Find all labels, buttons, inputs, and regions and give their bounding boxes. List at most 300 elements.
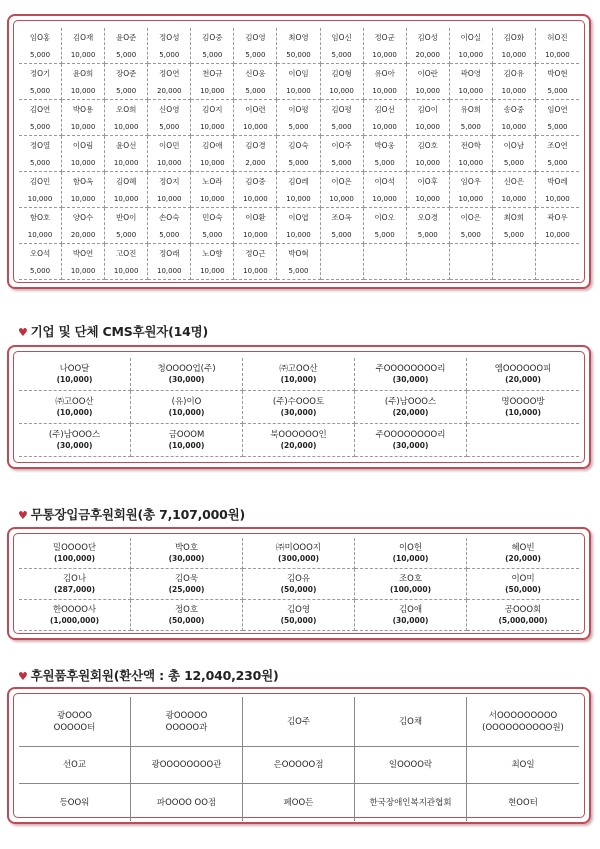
donor-cell — [62, 64, 105, 100]
donor-cell — [467, 569, 579, 600]
donor-cell — [450, 208, 493, 244]
donor-cell — [321, 208, 364, 244]
donor-name: 신O은 — [503, 177, 525, 186]
donor-cell — [364, 244, 407, 280]
donor-cell — [536, 208, 579, 244]
donor-name: 김O애 — [202, 141, 223, 150]
donor-amount: 5,000 — [245, 51, 266, 59]
donor-amount: 5,000 — [288, 123, 309, 131]
donor-cell — [493, 172, 536, 208]
donor-name: 김O지 — [202, 105, 223, 114]
donor-cell — [105, 64, 148, 100]
donor-cell — [355, 569, 467, 600]
donor-name: 이O란 — [417, 69, 438, 78]
donor-name: 이O환 — [245, 213, 266, 222]
donor-name: 김O나 — [62, 573, 87, 584]
goods-donor-cell — [243, 784, 355, 821]
donor-cell — [450, 244, 493, 280]
donor-name: 김O형 — [331, 69, 352, 78]
donor-amount: 10,000 — [200, 87, 225, 95]
donor-name: 곽O우 — [547, 213, 568, 222]
donor-name: 곽O영 — [460, 69, 481, 78]
donor-name: 오O경 — [417, 213, 438, 222]
donor-cell — [407, 208, 450, 244]
donor-cell — [536, 244, 579, 280]
donor-cell — [19, 172, 62, 208]
donor-amount: 5,000 — [547, 159, 568, 167]
donor-cell — [234, 64, 277, 100]
goods-donor-line1: 등OO워 — [59, 797, 90, 808]
goods-donor-cell — [467, 697, 579, 747]
donor-amount: 5,000 — [30, 267, 51, 275]
donor-name: 김O애 — [398, 604, 423, 615]
donor-name: 김O성 — [417, 33, 438, 42]
goods-donor-line1: 최O일 — [511, 760, 535, 770]
donor-cell — [493, 64, 536, 100]
goods-donor-cell — [19, 747, 131, 784]
donor-amount: 10,000 — [243, 123, 268, 131]
heart-icon: ♥ — [18, 670, 28, 683]
donor-amount: 10,000 — [27, 231, 53, 239]
donor-cell — [277, 136, 320, 172]
donor-cell — [493, 100, 536, 136]
donor-cell — [467, 600, 579, 631]
donor-name: 정O연 — [159, 69, 180, 78]
goods-donors-grid — [19, 697, 579, 821]
heart-icon: ♥ — [18, 509, 28, 522]
donor-name: 윤O희 — [72, 69, 94, 78]
donor-name: 엠OOOOOO피 — [494, 363, 552, 374]
donor-name: 정O근 — [245, 249, 266, 258]
donor-name: 김O중 — [245, 177, 266, 186]
donor-cell — [191, 64, 234, 100]
heart-icon: ♥ — [18, 326, 28, 339]
donor-name: 정O지 — [159, 177, 180, 186]
donor-amount: 10,000 — [286, 195, 311, 203]
donor-amount: (20,000) — [280, 440, 317, 450]
donor-cell — [450, 28, 493, 64]
donor-cell — [105, 136, 148, 172]
donor-name: 유O희 — [460, 105, 481, 114]
donor-name: 최O희 — [503, 213, 525, 222]
donor-amount: 5,000 — [116, 231, 137, 239]
goods-donor-line2: OOOOO과 — [165, 722, 208, 733]
individual-donors-panel — [7, 14, 591, 289]
donor-cell — [355, 538, 467, 569]
donor-cell — [148, 136, 191, 172]
donor-amount: 10,000 — [243, 195, 268, 203]
donor-amount: 20,000 — [415, 51, 440, 59]
goods-donor-line1: 한국장애인복지관협회 — [369, 797, 452, 808]
donor-name: 김O중 — [202, 33, 223, 42]
goods-donor-cell — [19, 697, 131, 747]
donor-cell — [105, 208, 148, 244]
donor-cell — [62, 244, 105, 280]
individual-donors-grid — [19, 28, 579, 280]
goods-heading-text: 후원품후원회원(환산액 : 총 12,040,230원) — [30, 668, 279, 683]
donor-name: 고O진 — [115, 249, 137, 258]
donor-amount: 5,000 — [202, 231, 223, 239]
donor-amount: 5,000 — [503, 231, 524, 239]
donor-amount: (30,000) — [56, 440, 93, 450]
donor-amount: 10,000 — [70, 267, 96, 275]
donor-name: 헤O빈 — [511, 542, 535, 553]
donor-amount: 5,000 — [460, 123, 481, 131]
goods-donor-cell — [131, 784, 243, 821]
donor-name: 나OO달 — [59, 363, 90, 374]
donor-name: ㈜고OO산 — [55, 396, 94, 407]
goods-donors-panel — [7, 687, 591, 824]
donor-name: 정O열 — [29, 141, 51, 150]
bank-transfer-heading-text: 무통장입금후원회원(총 7,107,000원) — [30, 507, 246, 522]
donor-name: 이O련 — [245, 105, 266, 114]
donor-name: 금OOOM — [168, 429, 205, 440]
donor-amount: 10,000 — [415, 159, 440, 167]
goods-donor-line2: OOOOO터 — [53, 722, 96, 733]
donor-name: 이O평 — [288, 105, 309, 114]
goods-donor-line1: 김O채 — [398, 716, 423, 727]
donor-amount: 10,000 — [372, 123, 397, 131]
donor-amount: 10,000 — [286, 87, 311, 95]
donor-amount: 10,000 — [501, 87, 527, 95]
goods-donor-cell — [355, 697, 467, 747]
donor-name: 박O웅 — [374, 141, 395, 150]
donor-amount: (10,000) — [56, 407, 93, 417]
donor-amount: 5,000 — [159, 51, 180, 59]
donor-cell — [493, 136, 536, 172]
donor-amount: (20,000) — [505, 553, 541, 563]
goods-donor-cell — [131, 747, 243, 784]
donor-cell — [131, 358, 243, 391]
donor-amount: 10,000 — [415, 195, 440, 203]
goods-donor-line1: 은OOOOO점 — [273, 760, 324, 770]
donor-name: 김O유 — [503, 69, 525, 78]
donor-cell — [321, 64, 364, 100]
donor-cell — [19, 358, 131, 391]
donor-cell — [407, 172, 450, 208]
donor-name: 박O연 — [72, 249, 94, 258]
donor-name: 오O희 — [115, 105, 137, 114]
goods-heading — [18, 666, 279, 684]
donor-amount: 10,000 — [200, 267, 225, 275]
donor-name: 김O욱 — [174, 573, 199, 584]
donor-name: 이O미 — [511, 573, 535, 584]
donor-name: 양O수 — [72, 213, 94, 222]
donor-amount: 10,000 — [70, 159, 96, 167]
donor-amount: 10,000 — [545, 195, 570, 203]
donor-cell — [131, 600, 243, 631]
donor-amount: 5,000 — [245, 87, 266, 95]
donor-amount: 50,000 — [286, 51, 311, 59]
donor-cell — [321, 100, 364, 136]
donor-cell — [62, 208, 105, 244]
donor-amount: (5,000,000) — [498, 615, 548, 625]
donor-cell — [191, 136, 234, 172]
donor-cell — [62, 136, 105, 172]
donor-cell — [277, 64, 320, 100]
donor-name: 이O석 — [374, 177, 395, 186]
donor-amount: (25,000) — [168, 584, 205, 594]
donor-amount: 10,000 — [70, 51, 96, 59]
donor-amount: 10,000 — [329, 87, 354, 95]
donor-name: 최O영 — [288, 33, 309, 42]
donor-name: 임O홍 — [29, 33, 51, 42]
donor-amount: 5,000 — [116, 51, 137, 59]
donor-name: 신O웅 — [245, 69, 266, 78]
goods-donor-cell — [131, 697, 243, 747]
donor-name: 장O준 — [115, 69, 137, 78]
donor-cell — [234, 208, 277, 244]
donor-name: 김O평 — [331, 105, 352, 114]
donor-amount: 10,000 — [458, 159, 484, 167]
donor-name: 청OOOO업(주) — [157, 363, 216, 374]
donor-cell — [450, 172, 493, 208]
donor-amount: 20,000 — [157, 87, 182, 95]
donor-name: 허O진 — [547, 33, 568, 42]
donor-name: ㈜고OO산 — [279, 363, 318, 374]
donor-cell — [277, 172, 320, 208]
goods-donor-line1: 파OOOO OO점 — [156, 797, 217, 808]
donor-amount: 10,000 — [372, 195, 397, 203]
donor-amount: 10,000 — [113, 159, 139, 167]
donor-amount: (30,000) — [392, 615, 429, 625]
donor-name: 송O중 — [503, 105, 525, 114]
donor-name: 이O남 — [503, 141, 525, 150]
donor-cell — [536, 172, 579, 208]
donor-amount: (30,000) — [392, 374, 429, 384]
donor-name: (주)남OOO스 — [48, 429, 101, 440]
donor-amount: 2,000 — [245, 159, 266, 167]
donor-amount: 10,000 — [200, 123, 225, 131]
donor-cell — [364, 208, 407, 244]
donor-name: 김O이 — [417, 105, 438, 114]
donor-amount: 10,000 — [157, 195, 182, 203]
donor-cell — [234, 100, 277, 136]
goods-donor-line1: 일OOOO락 — [388, 760, 433, 770]
donor-cell — [407, 136, 450, 172]
donor-amount: (30,000) — [280, 407, 317, 417]
donor-cell — [148, 172, 191, 208]
donor-name: 공OOO회 — [504, 604, 542, 615]
donor-cell — [234, 244, 277, 280]
donor-cell — [243, 424, 355, 457]
donor-cell — [131, 391, 243, 424]
donor-cell — [355, 358, 467, 391]
donor-amount: 5,000 — [159, 123, 180, 131]
donor-amount: 10,000 — [157, 267, 182, 275]
donor-amount: (20,000) — [505, 374, 541, 384]
donor-amount: (20,000) — [392, 407, 429, 417]
donor-cell — [19, 391, 131, 424]
donor-amount: 10,000 — [70, 87, 96, 95]
donor-amount: 5,000 — [331, 159, 352, 167]
goods-donor-line1: 서OOOOOOOOO — [488, 710, 558, 721]
donor-cell — [19, 100, 62, 136]
donor-cell — [536, 136, 579, 172]
corporate-donors-panel — [7, 345, 591, 469]
donor-amount: 10,000 — [113, 267, 139, 275]
donor-amount: 10,000 — [545, 231, 570, 239]
bank-transfer-donors-panel — [7, 527, 591, 640]
donor-name: 밀OOOO단 — [52, 542, 97, 553]
goods-donor-cell — [243, 747, 355, 784]
goods-donor-cell — [355, 784, 467, 821]
donor-cell — [148, 64, 191, 100]
donor-name: 김O영 — [245, 33, 266, 42]
donor-amount: 5,000 — [116, 87, 137, 95]
donor-name: 윤O준 — [115, 33, 137, 42]
donor-name: 민O숙 — [202, 213, 223, 222]
donor-name: 김O화 — [503, 33, 525, 42]
goods-donor-cell — [19, 784, 131, 821]
bank-transfer-donors-grid — [19, 538, 579, 631]
donor-cell — [493, 244, 536, 280]
donor-amount: (10,000) — [168, 407, 205, 417]
donor-amount: 10,000 — [243, 231, 268, 239]
donor-cell — [243, 538, 355, 569]
donor-cell — [131, 569, 243, 600]
donor-name: (유)이O — [171, 396, 202, 407]
donor-amount: 10,000 — [200, 195, 225, 203]
donor-amount: 10,000 — [243, 267, 268, 275]
donor-amount: 5,000 — [30, 159, 51, 167]
donor-amount: (30,000) — [168, 553, 205, 563]
donor-name: 이O은 — [460, 213, 481, 222]
donor-cell — [191, 244, 234, 280]
donor-cell — [364, 28, 407, 64]
donor-name: 주OOOOOOOO리 — [375, 363, 446, 374]
donor-name: 임O연 — [547, 105, 568, 114]
donor-cell — [450, 64, 493, 100]
donor-name: 김O연 — [29, 105, 51, 114]
donor-amount: 10,000 — [200, 159, 225, 167]
donor-cell — [19, 244, 62, 280]
donor-amount: (10,000) — [505, 407, 541, 417]
donor-name: 노O라 — [202, 177, 223, 186]
donor-cell — [467, 391, 579, 424]
donor-name: 김O영 — [286, 604, 311, 615]
donor-amount: 10,000 — [415, 87, 440, 95]
donor-amount: 10,000 — [458, 195, 484, 203]
donor-amount: (287,000) — [53, 584, 95, 594]
donor-name: 박O용 — [72, 105, 94, 114]
goods-donor-line1: 김O주 — [286, 716, 311, 727]
donor-cell — [277, 244, 320, 280]
donor-name: (주)남OOO스 — [384, 396, 437, 407]
donor-amount: 5,000 — [547, 123, 568, 131]
donor-cell — [355, 600, 467, 631]
donor-name: 조O호 — [398, 573, 423, 584]
donor-amount: 10,000 — [372, 51, 397, 59]
donor-amount: 10,000 — [372, 87, 397, 95]
donor-amount: 20,000 — [70, 231, 96, 239]
donor-amount: (1,000,000) — [49, 615, 100, 625]
donor-name: 이O민 — [159, 141, 180, 150]
donor-name: (주)수OOO토 — [272, 396, 325, 407]
donor-name: 천O규 — [202, 69, 223, 78]
donor-amount: 10,000 — [458, 87, 484, 95]
donor-name: 박O혁 — [288, 249, 309, 258]
donor-cell — [321, 244, 364, 280]
donor-amount: 10,000 — [545, 51, 570, 59]
donor-name: 전O학 — [460, 141, 481, 150]
donor-amount: 5,000 — [374, 159, 395, 167]
donor-amount: 5,000 — [159, 231, 180, 239]
donor-cell — [467, 424, 579, 457]
donor-cell — [105, 244, 148, 280]
donor-name: 신O영 — [159, 105, 180, 114]
donor-amount: 5,000 — [331, 51, 352, 59]
donor-cell — [234, 172, 277, 208]
donor-cell — [355, 424, 467, 457]
donor-amount: 10,000 — [113, 195, 139, 203]
donor-amount: (30,000) — [168, 374, 205, 384]
donor-name: 정O기 — [29, 69, 51, 78]
donor-amount: 5,000 — [503, 159, 524, 167]
goods-donor-line1: 페OO든 — [283, 797, 314, 808]
donor-name: 김O경 — [245, 141, 266, 150]
donor-name: 임O우 — [460, 177, 481, 186]
donor-name: 이O실 — [460, 33, 481, 42]
donor-amount: 5,000 — [331, 231, 352, 239]
donor-name: 정O호 — [174, 604, 199, 615]
donor-amount: 10,000 — [501, 195, 527, 203]
donor-amount: 10,000 — [113, 123, 139, 131]
donor-amount: 5,000 — [374, 231, 395, 239]
donor-cell — [407, 28, 450, 64]
donor-cell — [148, 100, 191, 136]
donor-amount: 5,000 — [288, 159, 309, 167]
donor-cell — [450, 136, 493, 172]
donor-cell — [321, 172, 364, 208]
donor-cell — [536, 28, 579, 64]
donor-name: 김O선 — [374, 105, 395, 114]
donor-name: 임O신 — [331, 33, 352, 42]
donor-cell — [364, 64, 407, 100]
donor-cell — [191, 208, 234, 244]
donor-name: 이O후 — [417, 177, 438, 186]
donor-cell — [131, 424, 243, 457]
goods-donor-cell — [243, 697, 355, 747]
donor-amount: (100,000) — [53, 553, 95, 563]
donor-amount: 10,000 — [157, 159, 182, 167]
donor-amount: 10,000 — [501, 51, 527, 59]
corporate-heading-text: 기업 및 단체 CMS후원자(14명) — [30, 324, 209, 339]
donor-amount: 10,000 — [329, 195, 354, 203]
donor-amount: 10,000 — [286, 231, 311, 239]
donor-amount: 10,000 — [27, 195, 53, 203]
donor-cell — [467, 358, 579, 391]
donor-cell — [19, 538, 131, 569]
donor-name: 북OOOOOO인 — [270, 429, 327, 440]
donor-cell — [191, 172, 234, 208]
donor-name: 명OOOO방 — [501, 396, 545, 407]
donor-name: 이O주 — [331, 141, 352, 150]
donor-name: 김O재 — [72, 33, 94, 42]
donor-amount: 5,000 — [547, 87, 568, 95]
donor-amount: (50,000) — [505, 584, 541, 594]
donor-cell — [536, 64, 579, 100]
donor-cell — [191, 100, 234, 136]
goods-donor-line1: 현OO터 — [508, 797, 538, 808]
donor-cell — [493, 28, 536, 64]
corporate-donors-grid — [19, 358, 579, 457]
donor-cell — [62, 100, 105, 136]
donor-amount: (300,000) — [277, 553, 319, 563]
donor-name: 오O석 — [29, 249, 51, 258]
donor-name: 이O림 — [72, 141, 94, 150]
donor-cell — [321, 136, 364, 172]
